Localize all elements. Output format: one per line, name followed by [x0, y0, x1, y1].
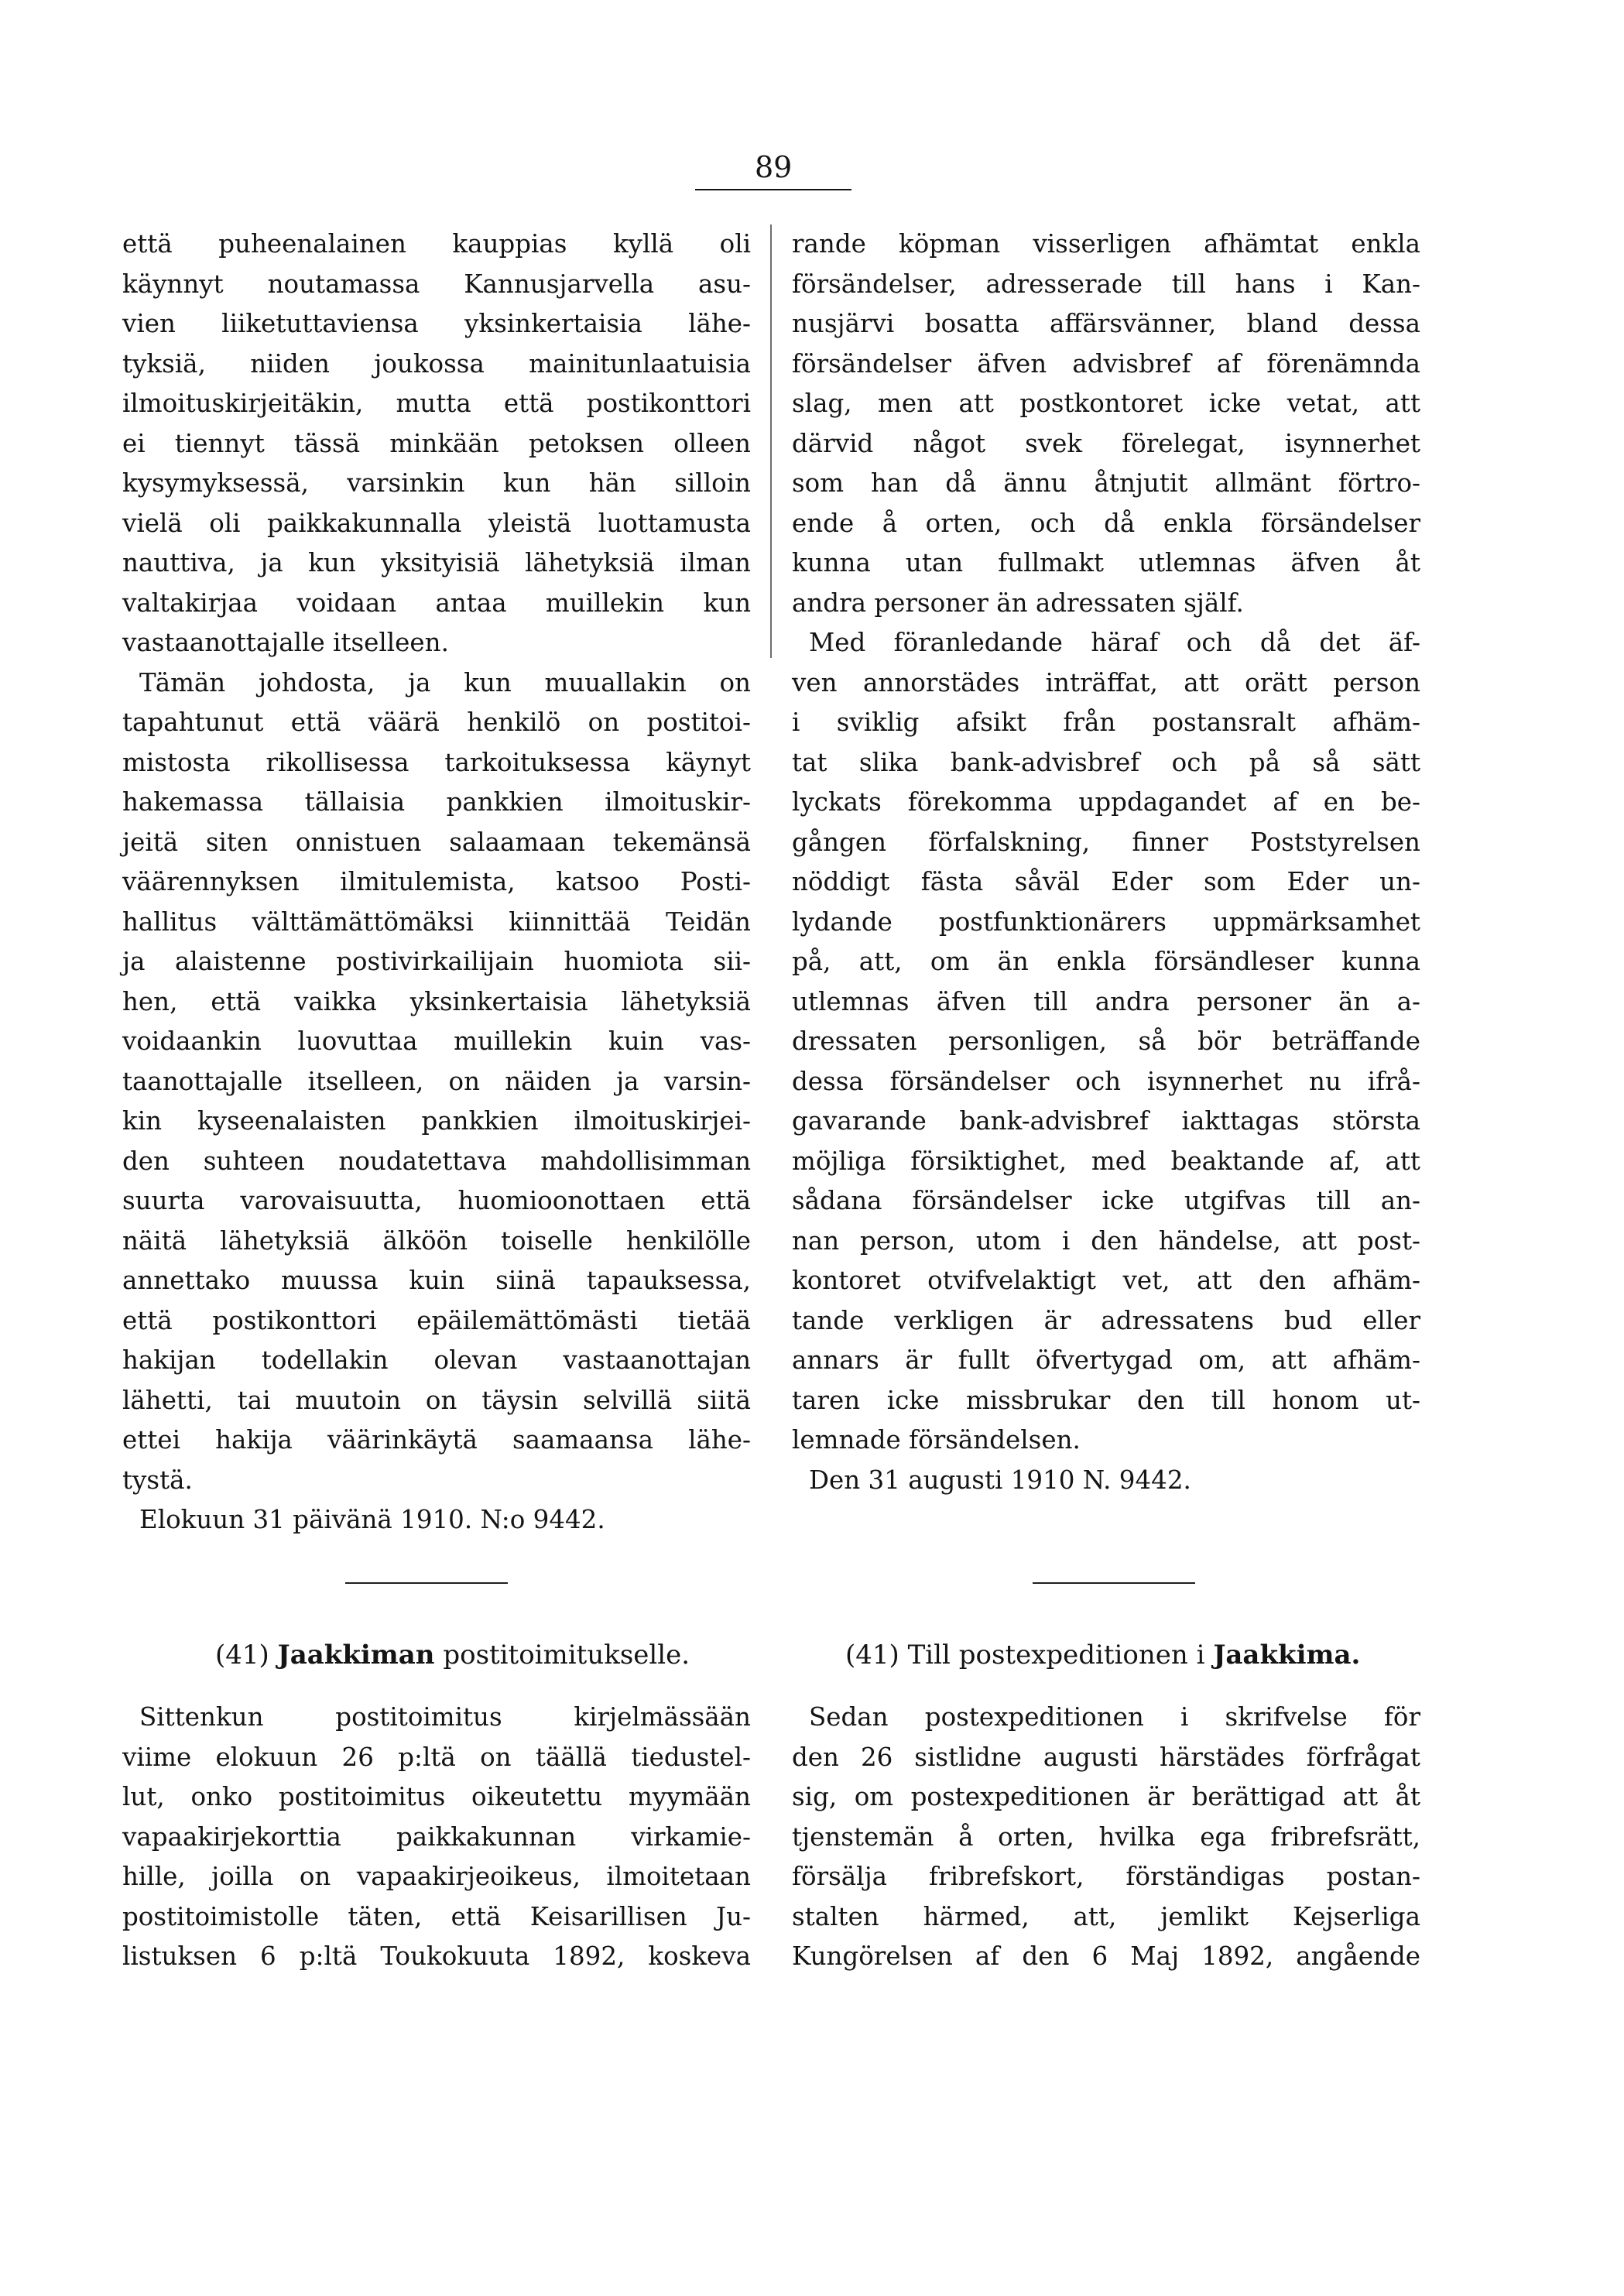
text-line: vielä oli paikkakunnalla yleistä luottamusta	[122, 508, 751, 538]
text-line: tat slika bank-advisbref och på så sätt	[792, 747, 1420, 777]
text-line: hallitus välttämättömäksi kiinnittää Teidän	[122, 906, 751, 937]
text-line: ei tiennyt tässä minkään petoksen olleen	[122, 428, 751, 458]
text-line: utlemnas äfven till andra personer än a-	[792, 986, 1420, 1016]
text-line: viime elokuun 26 p:ltä on täällä tiedustel-	[122, 1742, 751, 1772]
text-line: annars är fullt öfvertygad om, att afhäm-	[792, 1345, 1420, 1375]
text-line: dressaten personligen, så bör beträffande	[792, 1026, 1420, 1056]
text-line: nöddigt fästa såväl Eder som Eder un-	[792, 867, 1420, 896]
heading-finnish	[215, 1638, 690, 1672]
heading-number: (41)	[845, 1640, 899, 1671]
text-line: ende å orten, och då enkla försändelser	[792, 508, 1420, 538]
column-divider	[770, 224, 772, 658]
heading-number: (41)	[215, 1640, 269, 1671]
text-line: stalten härmed, att, jemlikt Kejserliga	[792, 1901, 1420, 1931]
text-line: taanottajalle itselleen, on näiden ja varsin-	[122, 1066, 751, 1096]
heading-recipient: Till postexpeditionen i	[907, 1640, 1205, 1671]
text-line: ettei hakija väärinkäytä saamaansa lähe-	[122, 1425, 751, 1455]
heading-place: Jaakkiman	[277, 1640, 435, 1671]
text-line: i sviklig afsikt från postansralt afhäm-	[792, 708, 1420, 737]
text-line: hen, että vaikka yksinkertaisia lähetyksiä	[122, 986, 751, 1016]
text-line: den 26 sistlidne augusti härstädes förfrågat	[792, 1742, 1420, 1772]
text-line: listuksen 6 p:ltä Toukokuuta 1892, koskeva	[122, 1941, 751, 1971]
text-line: vien liiketuttaviensa yksinkertaisia lähe-	[122, 309, 751, 338]
text-line: dessa försändelser och isynnerhet nu ifrå-	[792, 1066, 1420, 1096]
text-line: suurta varovaisuutta, huomioonottaen että	[122, 1186, 751, 1215]
text-line: hille, joilla on vapaakirjeoikeus, ilmoitetaan	[122, 1862, 751, 1891]
text-line: sig, om postexpeditionen är berättigad att åt	[792, 1782, 1420, 1811]
finnish-column-section1	[122, 224, 751, 1540]
text-line: lemnade försändelsen.	[792, 1425, 1081, 1455]
text-line: että puheenalainen kauppias kyllä oli	[122, 229, 751, 259]
text-line: jeitä siten onnistuen salaamaan tekemänsä	[122, 827, 751, 857]
text-line: ja alaistenne postivirkailijain huomiota sii-	[122, 947, 751, 976]
text-line: sådana försändelser icke utgifvas till an-	[792, 1186, 1420, 1215]
finnish-column-section2	[122, 1698, 751, 1977]
text-line: hakijan todellakin olevan vastaanottajan	[122, 1345, 751, 1375]
text-line: kysymyksessä, varsinkin kun hän silloin	[122, 468, 751, 498]
text-line: tande verkligen är adressatens bud eller	[792, 1305, 1420, 1335]
text-line: tjenstemän å orten, hvilka ega fribrefsrätt,	[792, 1821, 1420, 1852]
text-line: gavarande bank-advisbref iakttagas största	[792, 1106, 1420, 1136]
text-line: mistosta rikollisessa tarkoituksessa käynyt	[122, 747, 751, 777]
text-line: på, att, om än enkla försändleser kunna	[792, 947, 1420, 976]
date-line: Elokuun 31 päivänä 1910. N:o 9442.	[139, 1505, 605, 1534]
text-line: andra personer än adressaten själf.	[792, 588, 1244, 618]
text-line: voidaankin luovuttaa muillekin kuin vas-	[122, 1026, 751, 1056]
text-line: näitä lähetyksiä älköön toiselle henkilölle	[122, 1225, 751, 1256]
text-line: kunna utan fullmakt utlemnas äfven åt	[792, 548, 1420, 577]
text-line: Kungörelsen af den 6 Maj 1892, angående	[792, 1941, 1420, 1971]
section-separator-finnish	[345, 1582, 508, 1584]
text-line: den suhteen noudatettava mahdollisimman	[122, 1146, 751, 1176]
text-line: käynnyt noutamassa Kannusjarvella asu-	[122, 269, 751, 299]
text-line: lut, onko postitoimitus oikeutettu myymään	[122, 1782, 751, 1811]
text-line: nan person, utom i den händelse, att post-	[792, 1225, 1420, 1256]
swedish-column-section1	[792, 224, 1420, 1500]
text-line: tyksiä, niiden joukossa mainitunlaatuisia	[122, 348, 751, 379]
heading-place: Jaakkima.	[1213, 1640, 1361, 1671]
text-line: Med föranledande häraf och då det äf-	[809, 628, 1420, 657]
text-line: rande köpman visserligen afhämtat enkla	[792, 229, 1420, 259]
page-number: 89	[755, 150, 793, 184]
heading-swedish	[845, 1638, 1360, 1672]
text-line: slag, men att postkontoret icke vetat, att	[792, 389, 1420, 418]
text-line: ven annorstädes inträffat, att orätt person	[792, 667, 1420, 697]
text-line: som han då ännu åtnjutit allmänt förtro-	[792, 468, 1420, 498]
text-line: vapaakirjekorttia paikkakunnan virkamie-	[122, 1821, 751, 1852]
text-line: Tämän johdosta, ja kun muuallakin on	[139, 667, 751, 697]
text-line: Sedan postexpeditionen i skrifvelse för	[809, 1702, 1420, 1732]
heading-recipient: postitoimitukselle.	[443, 1640, 690, 1671]
date-line: Den 31 augusti 1910 N. 9442.	[809, 1465, 1191, 1495]
text-line: tystä.	[122, 1465, 193, 1495]
text-line: lydande postfunktionärers uppmärksamhet	[792, 906, 1420, 937]
text-line: annettako muussa kuin siinä tapauksessa,	[122, 1266, 751, 1295]
text-line: gången förfalskning, finner Poststyrelsen	[792, 827, 1420, 857]
text-line: försälja fribrefskort, förständigas postan-	[792, 1862, 1420, 1891]
text-line: hakemassa tällaisia pankkien ilmoituskir-	[122, 787, 751, 817]
text-line: Sittenkun postitoimitus kirjelmässään	[139, 1702, 751, 1732]
text-line: kontoret otvifvelaktigt vet, att den afhäm-	[792, 1266, 1420, 1295]
text-line: lyckats förekomma uppdagandet af en be-	[792, 787, 1420, 817]
text-line: ilmoituskirjeitäkin, mutta että postikonttori	[122, 389, 751, 418]
text-line: tapahtunut että väärä henkilö on postitoi-	[122, 708, 751, 737]
text-line: että postikonttori epäilemättömästi tietää	[122, 1305, 751, 1335]
section-separator-swedish	[1033, 1582, 1195, 1584]
page-number-rule	[695, 189, 851, 190]
text-line: nauttiva, ja kun yksityisiä lähetyksiä ilman	[122, 548, 751, 577]
text-line: taren icke missbrukar den till honom ut-	[792, 1385, 1420, 1415]
text-line: försändelser äfven advisbref af förenämnda	[792, 348, 1420, 379]
text-line: väärennyksen ilmitulemista, katsoo Posti-	[122, 867, 751, 896]
text-line: försändelser, adresserade till hans i Kan-	[792, 269, 1420, 299]
text-line: vastaanottajalle itselleen.	[122, 628, 449, 657]
text-line: kin kyseenalaisten pankkien ilmoituskirjei-	[122, 1106, 751, 1136]
text-line: lähetti, tai muutoin on täysin selvillä siitä	[122, 1385, 751, 1415]
text-line: möjliga försiktighet, med beaktande af, att	[792, 1146, 1420, 1176]
text-line: nusjärvi bosatta affärsvänner, bland dessa	[792, 309, 1420, 338]
text-line: postitoimistolle täten, että Keisarillisen Ju-	[122, 1901, 751, 1931]
swedish-column-section2	[792, 1698, 1420, 1977]
text-line: valtakirjaa voidaan antaa muillekin kun	[122, 588, 751, 618]
text-line: därvid något svek förelegat, isynnerhet	[792, 428, 1420, 458]
